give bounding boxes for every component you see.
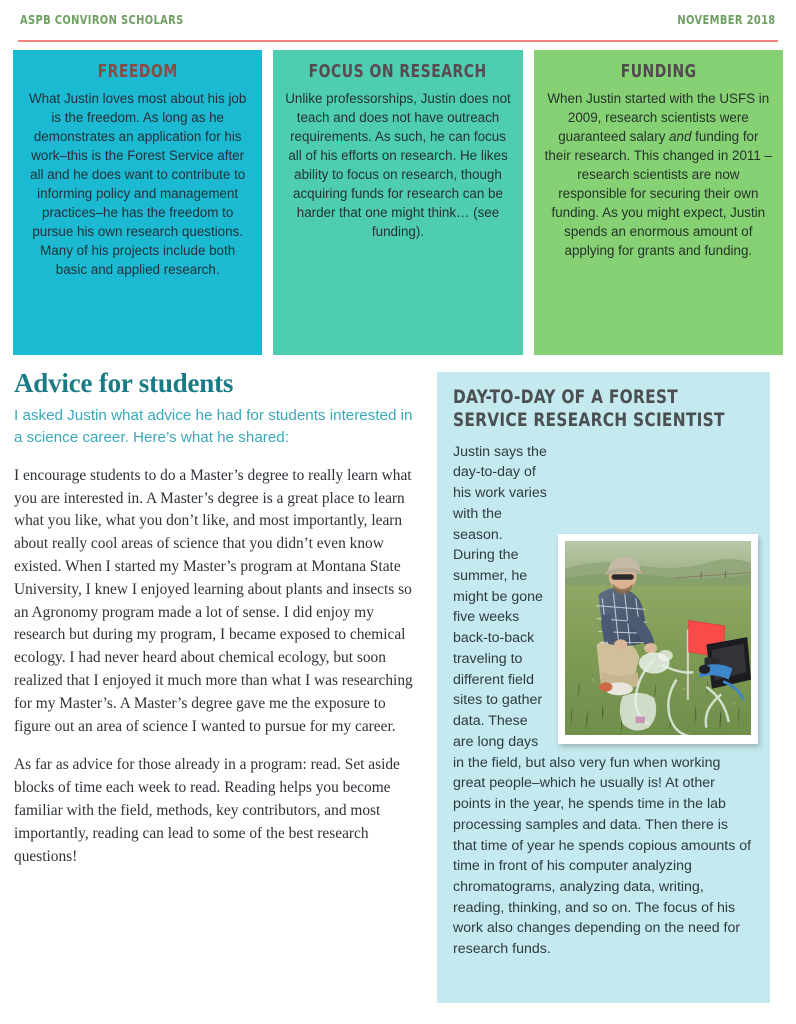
article-column — [14, 368, 424, 884]
highlight-box-row — [13, 50, 783, 355]
funding-body-part2: funding for their research. This changed in 2011 –research scientists are now responsible for securing their own funding. As you might expect, Justin spends an enormous amount of applying for grants and funding. — [544, 129, 772, 259]
highlight-box-funding — [534, 50, 783, 355]
highlight-box-focus-heading: FOCUS ON RESEARCH — [308, 61, 488, 82]
sidebar-title: DAY-TO-DAY OF A FOREST SERVICE RESEARCH SCIENTIST — [453, 386, 725, 431]
article-paragraph-2: As far as advice for those already in a program: read. Set aside blocks of time each week to read. Reading helps you become familiar with the field, methods, key contributors, and most importantly, reading can lead to some of the best research questions! — [14, 756, 400, 865]
masthead — [0, 0, 796, 42]
highlight-box-freedom-body: What Justin loves most about his job is the freedom. As long as he demonstrates an application for his work–this is the Forest Service after all and he does want to contribute to informing policy and management practices–he has the freedom to pursue his own research questions. Many of his projects include both basic and applied research. — [28, 91, 247, 278]
highlight-box-freedom-heading: FREEDOM — [97, 61, 178, 82]
funding-body-part1: When Justin started with the USFS in 2009, research scientists were guaranteed salary — [547, 91, 770, 145]
highlight-box-focus-on-research — [273, 50, 522, 355]
funding-body-emphasis: and — [669, 129, 692, 145]
highlight-box-focus-body: Unlike professorships, Justin does not teach and does not have outreach requirements. As such, he can focus all of his efforts on research. He likes ability to focus on research, though acquiring funds for research can be harder that one might think… (see funding). — [285, 91, 511, 240]
field-research-photo-frame — [558, 534, 758, 744]
article-paragraph-1: I encourage students to do a Master’s degree to really learn what you are interested in. A Master’s degree is a great place to learn what you like, what you don’t like, and most importantly, learn about really cool areas of science that you didn’t even know existed. When I started my Master’s program at Montana State University, I knew I enjoyed learning about plants and insects so an Agronomy program made a lot of sense. I did enjoy my research but during my program, I became exposed to chemical ecology. I had never heard about chemical ecology, but soon realized that I enjoyed it much more than what I was researching for my Master’s. A Master’s degree gave me the exposure to figure out an area of science I wanted to pursue for my career. — [14, 466, 413, 735]
highlight-box-funding-body — [545, 89, 772, 260]
issue-date: NOVEMBER 2018 — [677, 12, 776, 27]
highlight-box-freedom — [13, 50, 262, 355]
header-divider-rule — [18, 40, 778, 42]
field-research-photo — [565, 541, 751, 735]
article-lede: I asked Justin what advice he had for students interested in a science career. Here’s what he shared: — [14, 407, 413, 446]
page-title: Advice for students — [14, 368, 234, 398]
highlight-box-funding-heading: FUNDING — [620, 61, 697, 82]
publication-title: ASPB CONVIRON SCHOLARS — [20, 12, 184, 27]
sidebar-panel — [437, 372, 770, 1003]
sidebar-body: Justin says the day-to-day of his work varies with the season. During the summer, he might be gone five weeks back-to-back traveling to different field sites to gather data. These are long days in the field, but also very fun when working great people–which he usually is! At other points in the year, he spends time in the lab processing samples and data. Then there is that time of year he spends copious amounts of time in front of his computer analyzing chromatograms, analyzing data, writing, reading, thinking, and so on. The focus of his work also changes depending on the need for research funds. — [453, 443, 752, 958]
